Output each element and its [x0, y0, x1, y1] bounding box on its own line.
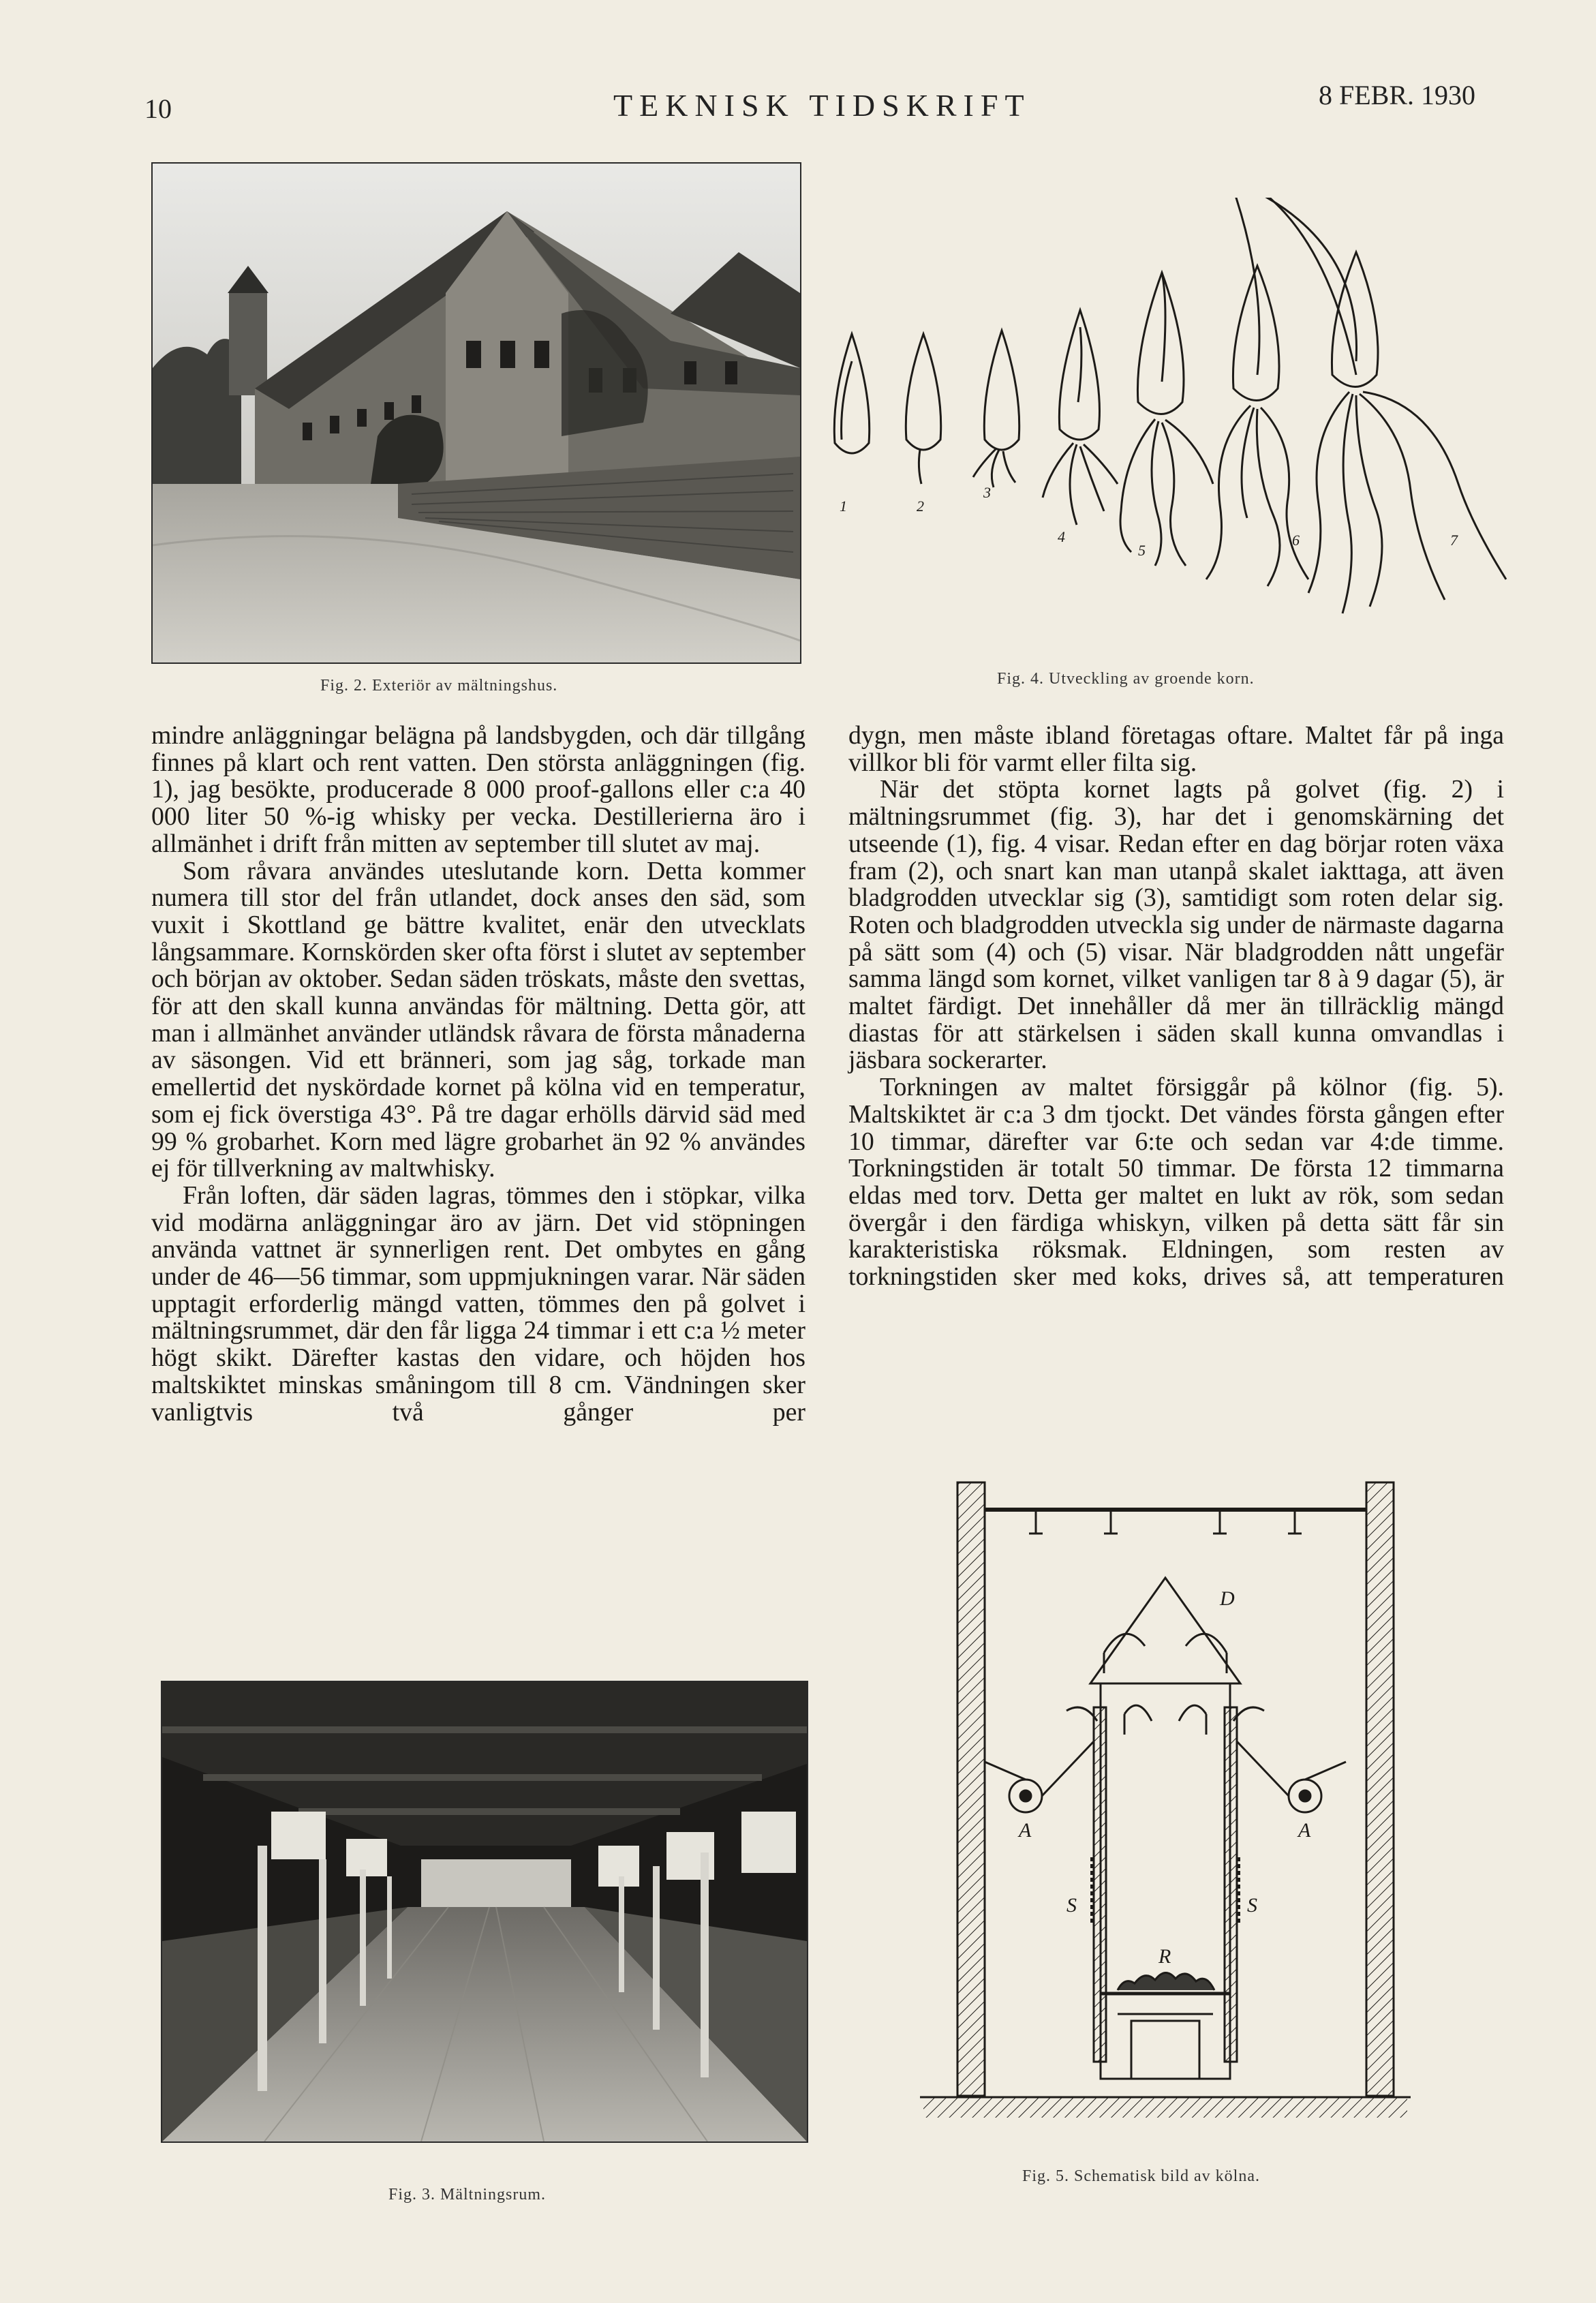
journal-title: TEKNISK TIDSKRIFT — [613, 88, 1031, 123]
stage-7-label: 7 — [1450, 532, 1458, 549]
right-column — [848, 722, 1504, 1291]
fig5-caption: Fig. 5. Schematisk bild av kölna. — [1022, 2167, 1260, 2185]
fig4-caption: Fig. 4. Utveckling av groende korn. — [997, 670, 1255, 688]
grain-stage-1 — [834, 334, 869, 453]
grain-stage-3 — [973, 331, 1019, 487]
grain-stage-4 — [1043, 310, 1118, 525]
stage-3-label: 3 — [983, 484, 991, 501]
paragraph: Som råvara användes uteslutande korn. Detta kommer numera till stor del från utlandet, dock anses den säd, som vuxit i Skottland ge bättre kvalitet, enär den utvecklats långsammare. Kornskörden sker ofta först i slutet av september och början av oktober. Sedan säden tröskats, måste den svettas, för att den skall kunna användas för mältning. Detta gör, att man i allmänhet använder utländsk råvara de första månaderna av säsongen. Vid ett bränneri, som jag såg, torkade man emellertid det nyskördade kornet på kölna vid en temperatur, som ej fick överstiga 43°. På tre dagar erhölls därvid säd med 99 % grobarhet. Korn med lägre grobarhet än 92 % användes ej för tillverkning av maltwhisky. — [151, 856, 805, 1183]
stage-2-label: 2 — [917, 498, 924, 515]
label-d: D — [1220, 1587, 1235, 1610]
paragraph: När det stöpta kornet lagts på golvet (fig. 2) i mältningsrummet (fig. 3), har det i genomskärning det utseende (1), fig. 4 visar. Redan efter en dag börjar roten växa fram (2), och snart kan man utanpå skalet iakttaga, att även bladgrodden utvecklar sig (3), samtidigt som roten delar sig. Roten och bladgrodden utveckla sig under de närmaste dagarna på sätt som (4) och (5) visar. När bladgrodden nått ungefär samma längd som kornet, vilket vanligen tar 8 à 9 dagar (5), är maltet färdigt. Det innehåller då mer än tillräcklig mängd diastas för att stärkelsen i säden skall kunna omvandlas i jäsbara sockerarter. — [848, 775, 1504, 1075]
stage-4-label: 4 — [1058, 528, 1065, 545]
grain-stage-5 — [1120, 273, 1213, 566]
fig3-caption: Fig. 3. Mältningsrum. — [388, 2186, 547, 2203]
grain-stage-2 — [906, 334, 940, 484]
label-a-right: A — [1298, 1819, 1311, 1842]
fig2-photo — [151, 162, 801, 664]
fig5-diagram — [920, 1476, 1411, 2140]
grain-stage-6 — [1206, 198, 1356, 586]
paragraph: mindre anläggningar belägna på landsbygden, och där tillgång finnes på klart och rent vatten. Den största anläggningen (fig. 1), jag besökte, producerade 8 000 proof-gallons eller c:a 40 000 liter 50 %-ig whisky per vecka. Destillerierna äro i allmänhet i drift från mitten av september till slutet av maj. — [151, 721, 805, 858]
stage-6-label: 6 — [1292, 532, 1300, 549]
label-s-right: S — [1247, 1894, 1257, 1917]
label-r: R — [1158, 1945, 1171, 1968]
paragraph: dygn, men måste ibland företagas oftare. Maltet får på inga villkor bli för varmt eller filta sig. — [848, 721, 1504, 777]
paragraph: Från loften, där säden lagras, tömmes den i stöpkar, vilka vid modärna anläggningar äro av järn. Det vid stöpningen använda vattnet är synnerligen rent. Det ombytes en gång under de 46—56 timmar, som uppmjukningen varar. När säden upptagit erforderlig mängd vatten, tömmes den på golvet i mältningsrummet, där den får ligga 24 timmar i ett c:a ½ meter högt skikt. Därefter kastas den vidare, och höjden hos maltskiktet minskas småningom till 8 cm. Vändningen sker vanligtvis två gånger per — [151, 1180, 805, 1427]
left-column — [151, 722, 805, 1426]
label-a-left: A — [1019, 1819, 1032, 1842]
paragraph: Torkningen av maltet försiggår på kölnor (fig. 5). Maltskiktet är c:a 3 dm tjockt. Det vändes första gången efter 10 timmar, därefter var 6:te och sedan var 4:de timme. Torkningstiden är totalt 50 timmar. De första 12 timmarna eldas med torv. Detta ger maltet en lukt av rök, som sedan övergår i den färdiga whiskyn, vilken på detta sätt får sin karakteristiska röksmak. Eldningen, som resten av torkningstiden sker med koks, drives så, att temperaturen — [848, 1073, 1504, 1292]
page-number: 10 — [144, 93, 172, 124]
fig4-diagram — [818, 198, 1520, 647]
stage-1-label: 1 — [840, 498, 847, 515]
label-s-left: S — [1066, 1894, 1077, 1917]
stage-5-label: 5 — [1138, 542, 1146, 559]
issue-date: 8 FEBR. 1930 — [1319, 80, 1476, 110]
fig3-photo — [161, 1681, 808, 2143]
fig2-caption: Fig. 2. Exteriör av mältningshus. — [320, 677, 558, 695]
